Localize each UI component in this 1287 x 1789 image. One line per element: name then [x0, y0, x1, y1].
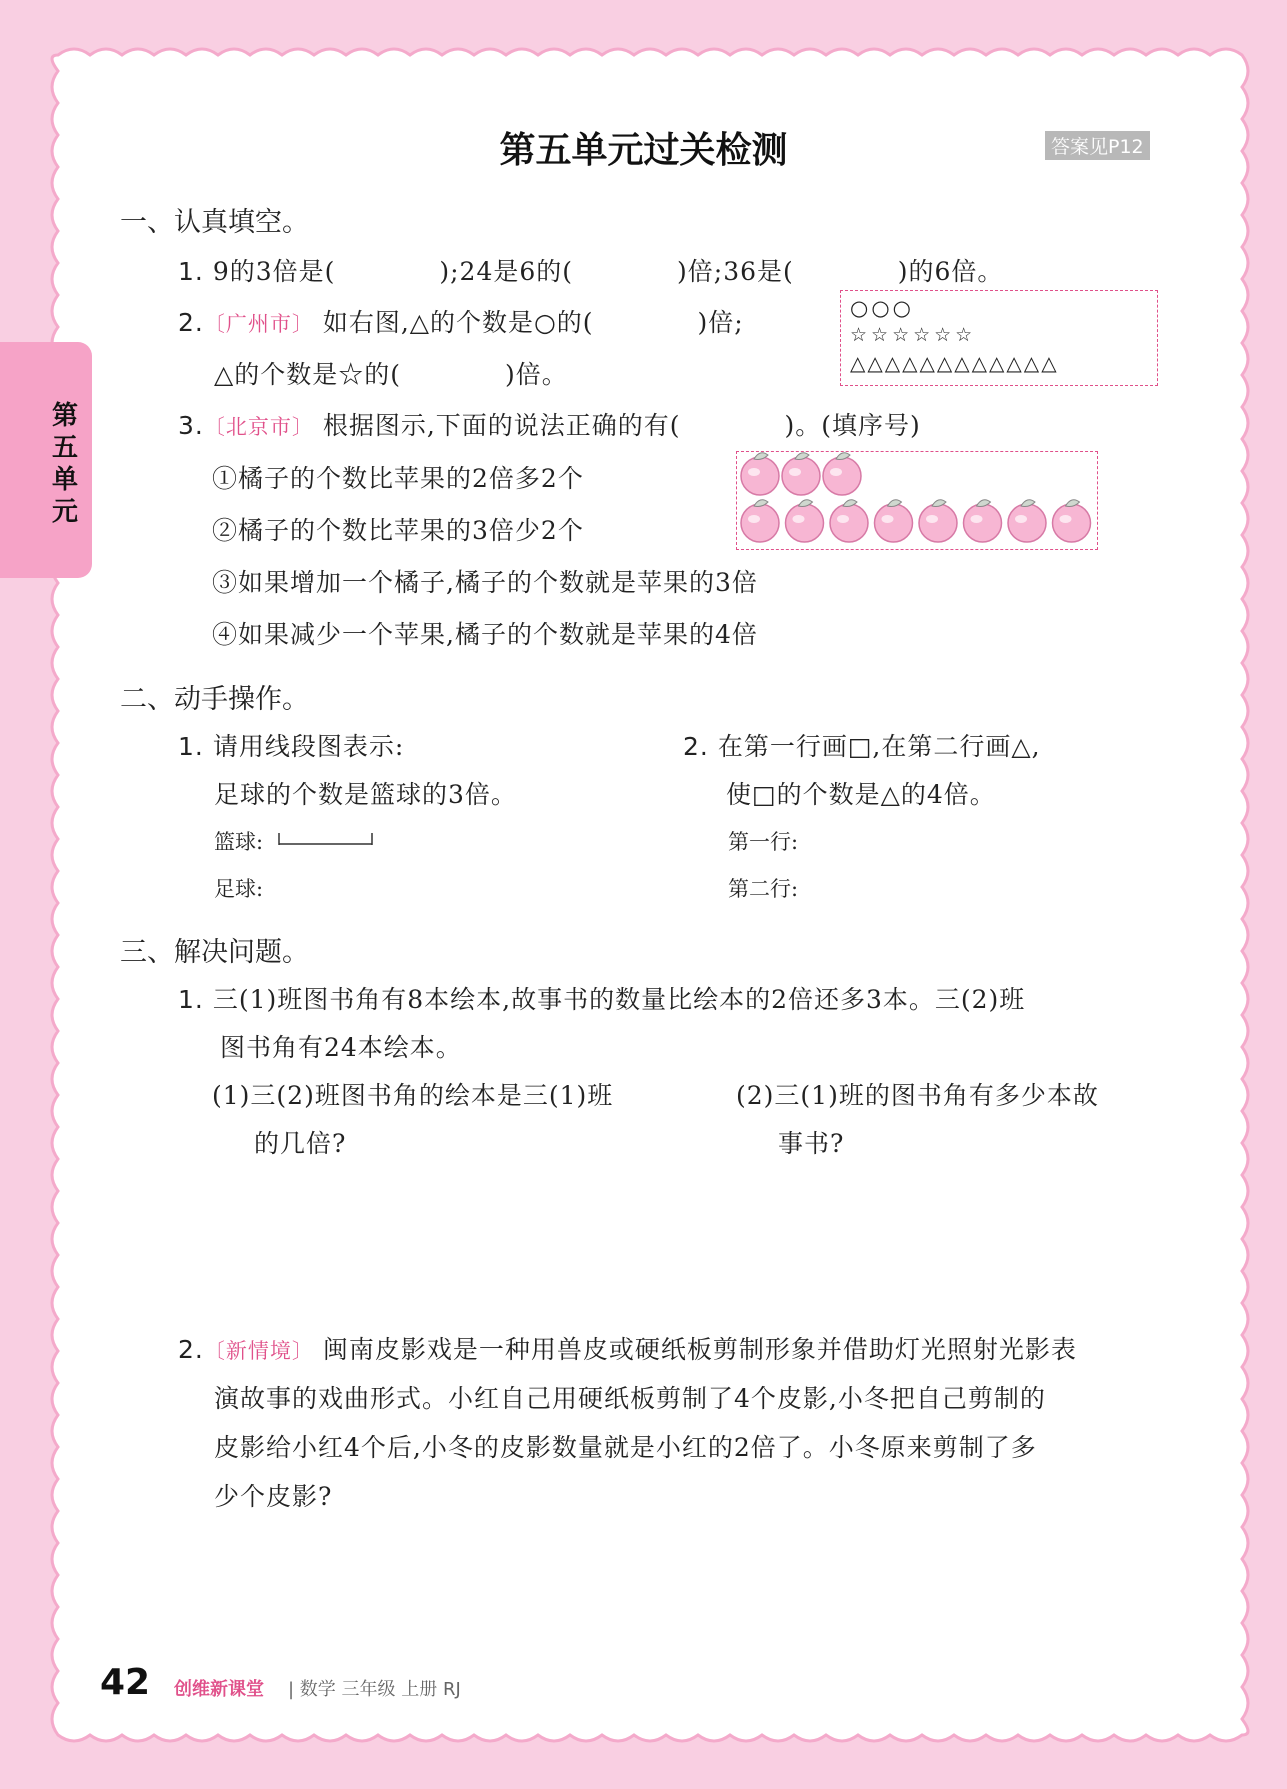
s3-q1-line2: 图书角有24本绘本。	[220, 1033, 462, 1062]
s1-q3-option2: ②橘子的个数比苹果的3倍少2个	[212, 516, 584, 545]
s3-q2-line4: 少个皮影?	[214, 1482, 333, 1511]
s3-q2	[178, 1330, 1077, 1366]
s1-q2-line2: △的个数是☆的( )倍。	[214, 360, 568, 389]
s2-q1-line2: 足球的个数是篮球的3倍。	[214, 780, 517, 809]
apple-icon	[823, 453, 861, 495]
orange-icon	[875, 500, 913, 542]
second-row-label: 第二行:	[728, 877, 799, 901]
first-row-label: 第一行:	[728, 830, 799, 854]
orange-icon	[1053, 500, 1091, 542]
page-title: 第五单元过关检测	[499, 130, 788, 171]
s2-q1-number: 1.	[178, 732, 204, 761]
page-number: 42	[100, 1662, 151, 1703]
s1-q2-tag: 〔广州市〕	[203, 312, 314, 336]
football-label: 足球:	[214, 877, 264, 901]
orange-icon	[830, 500, 868, 542]
s2-q1-line1: 请用线段图表示:	[212, 732, 405, 761]
s2-q2-line1: 在第一行画□,在第二行画△,	[717, 732, 1041, 761]
orange-icon	[741, 500, 779, 542]
s3-q1-number: 1.	[178, 985, 204, 1014]
orange-icon	[964, 500, 1002, 542]
s3-q2-number: 2.	[178, 1335, 204, 1364]
s3-q2-line1: 闽南皮影戏是一种用兽皮或硬纸板剪制形象并借助灯光照射光影表	[322, 1335, 1077, 1364]
s1-q1-number: 1.	[178, 257, 204, 286]
s3-q2-line2: 演故事的戏曲形式。小红自己用硬纸板剪制了4个皮影,小冬把自己剪制的	[214, 1384, 1046, 1413]
answer-reference-badge: 答案见P12	[1045, 131, 1150, 160]
s3-q1-sub1-line1: (1)三(2)班图书角的绘本是三(1)班	[212, 1081, 614, 1110]
s2-q2-number: 2.	[683, 732, 709, 761]
s1-q3-text: 根据图示,下面的说法正确的有( )。(填序号)	[322, 411, 921, 440]
triangles-row: △△△△△△△△△△△△	[850, 351, 1059, 375]
s1-q3-number: 3.	[178, 411, 204, 440]
orange-icon	[919, 500, 957, 542]
s1-q2	[178, 303, 744, 339]
section3-heading: 三、解决问题。	[120, 937, 309, 968]
s2-q2	[683, 727, 1041, 763]
apple-icon	[782, 453, 820, 495]
s3-q2-line3: 皮影给小红4个后,小冬的皮影数量就是小红的2倍了。小冬原来剪制了多	[214, 1433, 1037, 1462]
s1-q1-text: 9的3倍是( );24是6的( )倍;36是( )的6倍。	[212, 257, 1004, 286]
s1-q3-option3: ③如果增加一个橘子,橘子的个数就是苹果的3倍	[212, 568, 758, 597]
s3-q1-line1: 三(1)班图书角有8本绘本,故事书的数量比绘本的2倍还多3本。三(2)班	[212, 985, 1026, 1014]
s1-q3-option4: ④如果减少一个苹果,橘子的个数就是苹果的4倍	[212, 620, 758, 649]
apple-icon	[741, 453, 779, 495]
fruit-figure	[736, 451, 1098, 550]
stars-row: ☆☆☆☆☆☆	[850, 324, 977, 346]
section2-heading: 二、动手操作。	[120, 684, 309, 715]
s3-q1-sub2-line2: 事书?	[778, 1129, 845, 1158]
s2-q2-line2: 使□的个数是△的4倍。	[726, 780, 996, 809]
s3-q2-tag: 〔新情境〕	[203, 1339, 314, 1363]
s1-q3	[178, 406, 921, 442]
section1-heading: 一、认真填空。	[120, 207, 309, 238]
s1-q3-tag: 〔北京市〕	[203, 415, 314, 439]
orange-icon	[786, 500, 824, 542]
basketball-label: 篮球:	[214, 830, 264, 854]
s2-q1	[178, 727, 404, 763]
s1-q1	[178, 252, 1003, 288]
basketball-segment	[278, 830, 374, 850]
unit-side-tab-label: 第五单元	[52, 401, 79, 527]
s1-q3-option1: ①橘子的个数比苹果的2倍多2个	[212, 464, 584, 493]
s3-q1-sub1-line2: 的几倍?	[254, 1129, 347, 1158]
orange-icon	[1008, 500, 1046, 542]
s3-q1	[178, 980, 1025, 1016]
footer-book-info: | 数学 三年级 上册 RJ	[288, 1679, 461, 1700]
circles-row: ○○○	[850, 296, 914, 320]
footer-brand: 创维新课堂	[174, 1679, 264, 1700]
s3-q1-sub2-line1: (2)三(1)班的图书角有多少本故	[736, 1081, 1099, 1110]
s1-q2-number: 2.	[178, 308, 204, 337]
s1-q2-line1: 如右图,△的个数是○的( )倍;	[322, 308, 744, 337]
